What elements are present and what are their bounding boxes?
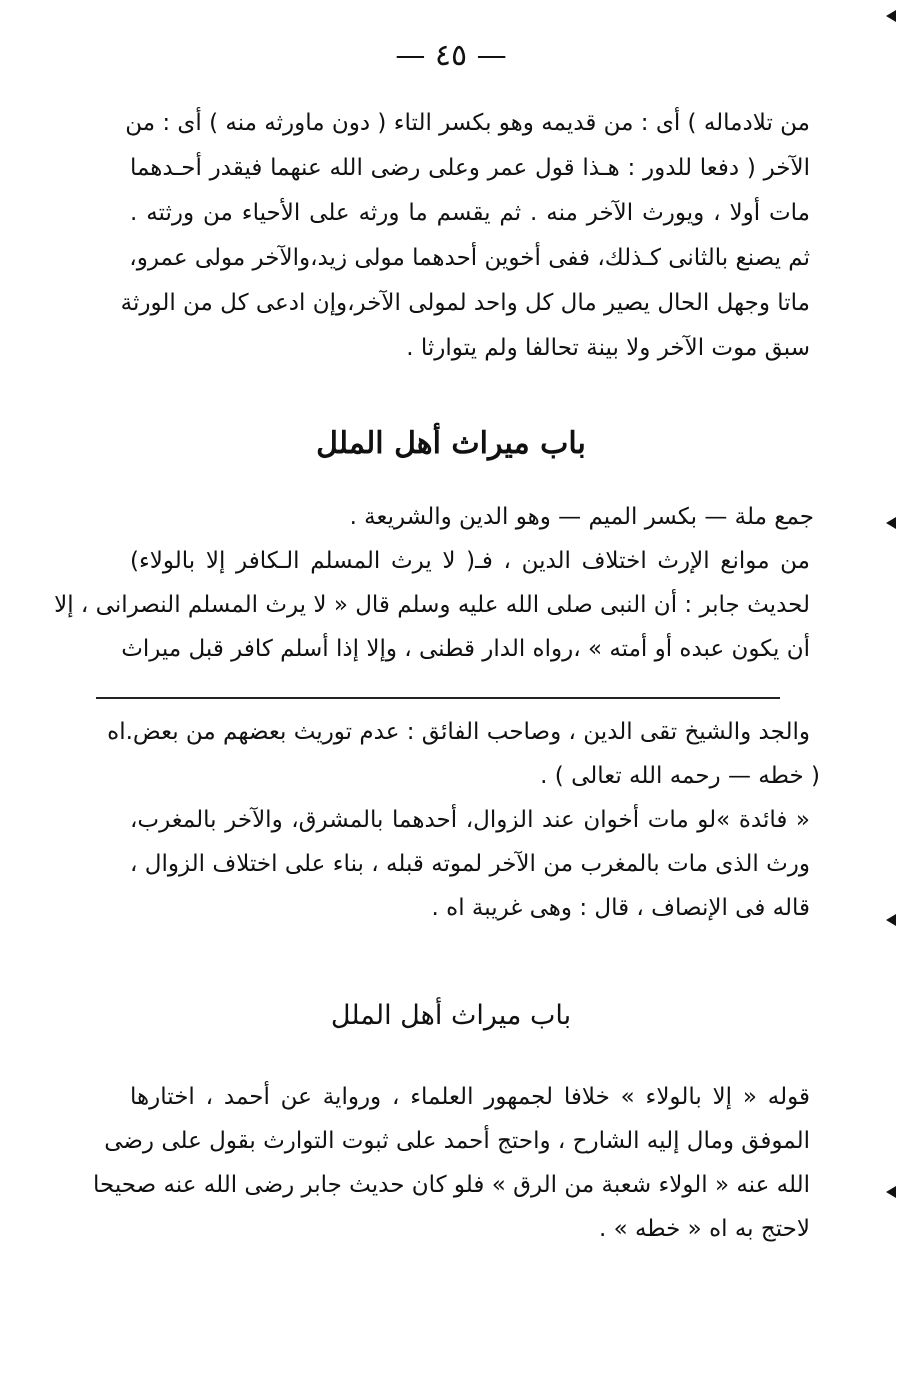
section2-text-block	[92, 1084, 810, 1242]
footnote-divider	[96, 697, 780, 699]
margin-mark	[886, 1186, 896, 1198]
main-line-4: ثم يصنع بالثانى كـذلك، ففى أخوين أحدهما مولى زيد،والآخر مولى عمرو،	[129, 245, 810, 271]
section-heading-1: باب ميراث أهل الملل	[316, 426, 586, 461]
footnote-line-1: والجد والشيخ تقى الدين ، وصاحب الفائق : عدم توريث بعضهم من بعض.اه	[107, 719, 810, 745]
margin-mark	[886, 10, 896, 22]
main-text-block	[120, 110, 810, 361]
section2-line-4: لاحتج به اه « خطه » .	[598, 1216, 810, 1242]
section1-text-block	[54, 504, 814, 662]
main-line-3: مات أولا ، ويورث الآخر منه . ثم يقسم ما ورثه على الأحياء من ورثته .	[130, 200, 810, 226]
page-number: — ٤٥ —	[395, 38, 507, 73]
section-heading-2: باب ميراث أهل الملل	[330, 1000, 572, 1031]
main-line-1: من تلادماله ) أى : من قديمه وهو بكسر التاء ( دون ماورثه منه ) أى : من	[125, 110, 810, 136]
section1-line-4: أن يكون عبده أو أمته » ،رواه الدار قطنى ، وإلا إذا أسلم كافر قبل ميراث	[121, 636, 810, 662]
main-line-6: سبق موت الآخر ولا بينة تحالفا ولم يتوارثا .	[406, 335, 810, 361]
margin-mark	[886, 914, 896, 926]
section1-line-1: جمع ملة — بكسر الميم — وهو الدين والشريعة .	[349, 504, 814, 530]
footnote-line-5: قاله فى الإنصاف ، قال : وهى غريبة اه .	[431, 895, 810, 921]
main-line-2: الآخر ( دفعا للدور : هـذا قول عمر وعلى رضى الله عنهما فيقدر أحـدهما	[130, 155, 810, 181]
section1-line-2: من موانع الإرث اختلاف الدين ، فـ( لا يرث المسلم الـكافر إلا بالولاء)	[130, 548, 810, 574]
footnote-line-2: ( خطه — رحمه الله تعالى ) .	[540, 763, 820, 789]
section2-line-3: الله عنه « الولاء شعبة من الرق » فلو كان حديث جابر رضى الله عنه صحيحا	[92, 1172, 810, 1198]
footnote-text-block	[107, 719, 820, 921]
footnote-line-3: « فائدة »لو مات أخوان عند الزوال، أحدهما بالمشرق، والآخر بالمغرب،	[130, 807, 810, 833]
margin-mark	[886, 517, 896, 529]
section2-line-1: قوله « إلا بالولاء » خلافا لجمهور العلماء ، ورواية عن أحمد ، اختارها	[130, 1084, 810, 1110]
footnote-line-4: ورث الذى مات بالمغرب من الآخر لموته قبله ، بناء على اختلاف الزوال ،	[130, 851, 810, 877]
section2-line-2: الموفق ومال إليه الشارح ، واحتج أحمد على ثبوت التوارث بقول على رضى	[104, 1128, 810, 1154]
section1-line-3: لحديث جابر : أن النبى صلى الله عليه وسلم قال « لا يرث المسلم النصرانى ، إلا	[54, 592, 810, 618]
main-line-5: ماتا وجهل الحال يصير مال كل واحد لمولى الآخر،وإن ادعى كل من الورثة	[120, 290, 810, 316]
